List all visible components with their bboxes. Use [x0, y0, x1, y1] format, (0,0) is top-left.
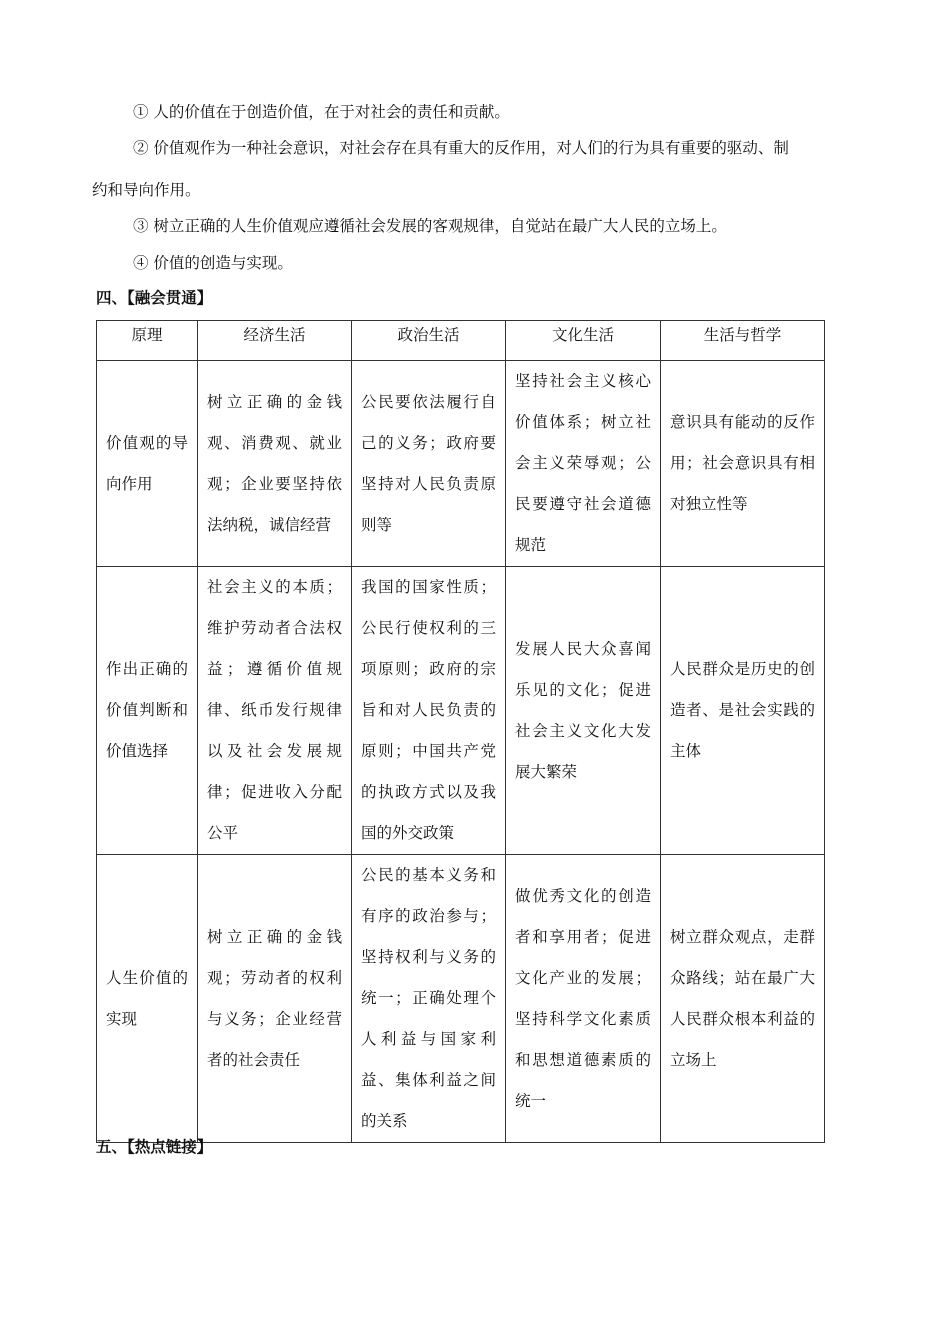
table-cell: 作出正确的价值判断和价值选择	[97, 567, 198, 855]
table-cell: 我国的国家性质；公民行使权利的三项原则；政府的宗旨和对人民负责的原则；中国共产党的执政方式以及我国的外交政策	[352, 567, 506, 855]
paragraph-3: ③ 树立正确的人生价值观应遵循社会发展的客观规律，自觉站在最广大人民的立场上。	[133, 217, 727, 235]
table-cell: 发展人民大众喜闻乐见的文化；促进社会主义文化大发展大繁荣	[506, 567, 661, 855]
paragraph-1: ① 人的价值在于创造价值，在于对社会的责任和贡献。	[133, 103, 510, 121]
section-4-title: 四、【融会贯通】	[96, 288, 213, 307]
paragraph-2: ② 价值观作为一种社会意识，对社会存在具有重大的反作用，对人们的行为具有重要的驱动、制	[133, 139, 789, 157]
table-cell: 公民的基本义务和有序的政治参与；坚持权利与义务的统一；正确处理个人利益与国家利益、集体利益之间的关系	[352, 855, 506, 1143]
table-cell: 树立正确的金钱观、消费观、就业观；企业要坚持依法纳税，诚信经营	[198, 361, 352, 567]
table-row	[97, 567, 825, 855]
table-cell: 树立正确的金钱观；劳动者的权利与义务；企业经营者的社会责任	[198, 855, 352, 1143]
table-header-cell: 经济生活	[198, 321, 352, 361]
table-cell: 树立群众观点，走群众路线；站在最广大人民群众根本利益的立场上	[661, 855, 825, 1143]
table-cell: 意识具有能动的反作用；社会意识具有相对独立性等	[661, 361, 825, 567]
table-cell: 价值观的导向作用	[97, 361, 198, 567]
table-header-cell: 原理	[97, 321, 198, 361]
table-cell: 公民要依法履行自己的义务；政府要坚持对人民负责原则等	[352, 361, 506, 567]
table-row	[97, 855, 825, 1143]
table-cell: 做优秀文化的创造者和享用者；促进文化产业的发展；坚持科学文化素质和思想道德素质的统一	[506, 855, 661, 1143]
table-header-cell: 政治生活	[352, 321, 506, 361]
table-cell: 人生价值的实现	[97, 855, 198, 1143]
table-cell: 社会主义的本质；维护劳动者合法权益；遵循价值规律、纸币发行规律以及社会发展规律；促进收入分配公平	[198, 567, 352, 855]
table-cell: 坚持社会主义核心价值体系；树立社会主义荣辱观；公民要遵守社会道德规范	[506, 361, 661, 567]
table-header-cell: 文化生活	[506, 321, 661, 361]
table-header-cell: 生活与哲学	[661, 321, 825, 361]
table-row	[97, 361, 825, 567]
table-cell: 人民群众是历史的创造者、是社会实践的主体	[661, 567, 825, 855]
section-5-title: 五、【热点链接】	[96, 1137, 213, 1156]
comparison-table	[96, 320, 825, 1143]
table-header-row	[97, 321, 825, 361]
paragraph-4: ④ 价值的创造与实现。	[133, 254, 293, 272]
paragraph-2-continued: 约和导向作用。	[92, 181, 201, 199]
